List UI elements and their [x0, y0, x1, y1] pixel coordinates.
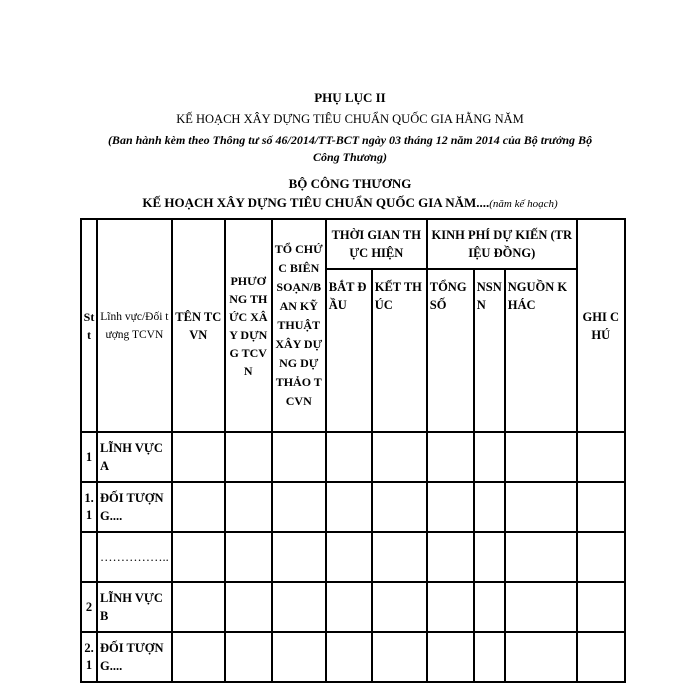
header-field: Lĩnh vực/Đối tượng TCVN [97, 219, 172, 432]
header-organization: TỔ CHỨC BIÊN SOẠN/BAN KỸ THUẬT XÂY DỰNG DỰ THẢO TCVN [272, 219, 326, 432]
table-row [81, 482, 625, 532]
row-label: …………….. [97, 532, 172, 582]
table-row [81, 582, 625, 632]
plan-title-note: (năm kế hoạch) [489, 198, 558, 210]
row-stt: 2.1 [81, 632, 97, 682]
header-end: KẾT THÚC [372, 269, 427, 432]
issuance-note-line1: (Ban hành kèm theo Thông tư số 46/2014/TT-BCT ngày 03 tháng 12 năm 2014 của Bộ trưởng Bộ [107, 133, 593, 147]
header-total: TỔNG SỐ [427, 269, 474, 432]
header-time-group: THỜI GIAN THỰC HIỆN [326, 219, 427, 269]
issuance-note-line2: Công Thương) [313, 150, 387, 164]
row-label: LĨNH VỰC A [97, 432, 172, 482]
row-label: ĐỐI TƯỢNG.... [97, 482, 172, 532]
header-start: BẮT ĐẦU [326, 269, 372, 432]
row-stt [81, 532, 97, 582]
ministry-name: BỘ CÔNG THƯƠNG [288, 176, 412, 191]
appendix-label: PHỤ LỤC II [314, 90, 386, 105]
table-row [81, 432, 625, 482]
table-row [81, 532, 625, 582]
row-stt: 2 [81, 582, 97, 632]
plan-table [80, 218, 626, 683]
header-note: GHI CHÚ [577, 219, 625, 432]
plan-title [0, 195, 700, 211]
table-header-row [81, 219, 625, 269]
table-row [81, 632, 625, 682]
document-title: KẾ HOẠCH XÂY DỰNG TIÊU CHUẨN QUỐC GIA HẰNG NĂM [176, 112, 524, 126]
row-stt: 1 [81, 432, 97, 482]
plan-title-text: KẾ HOẠCH XÂY DỰNG TIÊU CHUẨN QUỐC GIA NĂM.... [142, 195, 490, 210]
row-stt: 1.1 [81, 482, 97, 532]
header-budget-group: KINH PHÍ DỰ KIẾN (TRIỆU ĐỒNG) [427, 219, 577, 269]
header-name: TÊN TCVN [172, 219, 225, 432]
row-label: LĨNH VỰC B [97, 582, 172, 632]
row-label: ĐỐI TƯỢNG.... [97, 632, 172, 682]
header-method: PHƯƠNG THỨC XÂY DỰNG TCVN [225, 219, 272, 432]
header-nsnn: NSNN [474, 269, 505, 432]
header-stt: Stt [81, 219, 97, 432]
header-other: NGUỒN KHÁC [505, 269, 577, 432]
